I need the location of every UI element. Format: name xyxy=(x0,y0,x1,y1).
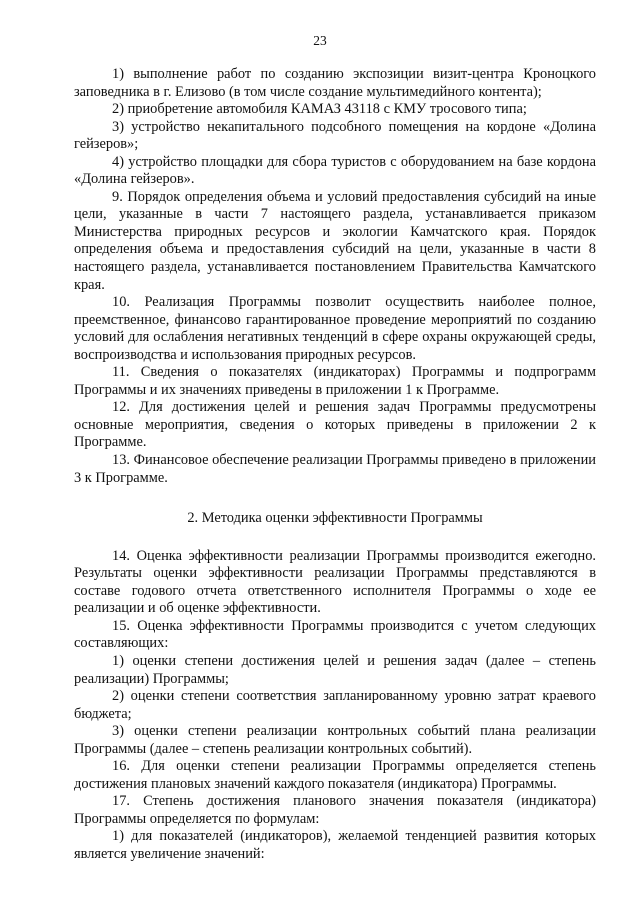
paragraph-17: 17. Степень достижения планового значения показателя (индикатора) Программы определяется по формулам: xyxy=(74,793,596,827)
paragraph-item-4-platform: 4) устройство площадки для сбора туристов с оборудованием на базе кордона «Долина гейзеров». xyxy=(74,153,596,188)
paragraph-14: 14. Оценка эффективности реализации Программы производится ежегодно. Результаты оценки эффективности реализации Программы представляются в составе годового отчета ответственного исполнителя Программы о ходе ее реализации и об оценке эффективности. xyxy=(74,547,596,617)
paragraph-item-2-kamaz: 2) приобретение автомобиля КАМАЗ 43118 с КМУ тросового типа; xyxy=(112,101,527,118)
paragraph-15-item-1: 1) оценки степени достижения целей и решения задач (далее – степень реализации) Программы; xyxy=(74,652,596,687)
document-body xyxy=(74,66,596,864)
paragraph-15-item-3: 3) оценки степени реализации контрольных событий плана реализации Программы (далее – степень реализации контрольных событий). xyxy=(74,723,596,757)
paragraph-17-item-1: 1) для показателей (индикаторов), желаемой тенденцией развития которых является увеличение значений: xyxy=(74,828,596,862)
paragraph-11: 11. Сведения о показателях (индикаторах) Программы и подпрограмм Программы и их значениях приведены в приложении 1 к Программе. xyxy=(74,364,596,398)
paragraph-13: 13. Финансовое обеспечение реализации Программы приведено в приложении 3 к Программе. xyxy=(74,452,596,486)
paragraph-15: 15. Оценка эффективности Программы производится с учетом следующих составляющих: xyxy=(74,617,596,652)
paragraph-15-item-2: 2) оценки степени соответствия запланированному уровню затрат краевого бюджета; xyxy=(74,688,596,722)
paragraph-item-3-room: 3) устройство некапитального подсобного помещения на кордоне «Долина гейзеров»; xyxy=(74,118,596,153)
paragraph-10: 10. Реализация Программы позволит осуществить наиболее полное, преемственное, финансово гарантированное проведение мероприятий по созданию условий для ослабления негативных тенденций в сфере охраны окружающей среды, воспроизводства и использования природных ресурсов. xyxy=(74,294,596,363)
section-title: 2. Методика оценки эффективности Программы xyxy=(187,510,483,527)
paragraph-item-1-exposition: 1) выполнение работ по созданию экспозиции визит-центра Кроноцкого заповедника в г. Елизово (в том числе создание мультимедийного контента); xyxy=(74,66,596,100)
page-number: 23 xyxy=(313,33,327,48)
paragraph-9: 9. Порядок определения объема и условий предоставления субсидий на иные цели, указанные в части 7 настоящего раздела, устанавливается приказом Министерства природных ресурсов и экологии Камчатского края. Порядок определения объема и предоставления субсидий на цели, указанные в части 8 настоящего раздела, устанавливается постановлением Правительства Камчатского края. xyxy=(74,188,596,293)
paragraph-12: 12. Для достижения целей и решения задач Программы предусмотрены основные мероприятия, сведения о которых приведены в приложении 2 к Программе. xyxy=(74,399,596,451)
paragraph-16: 16. Для оценки степени реализации Программы определяется степень достижения плановых значений каждого показателя (индикатора) Программы. xyxy=(74,758,596,792)
